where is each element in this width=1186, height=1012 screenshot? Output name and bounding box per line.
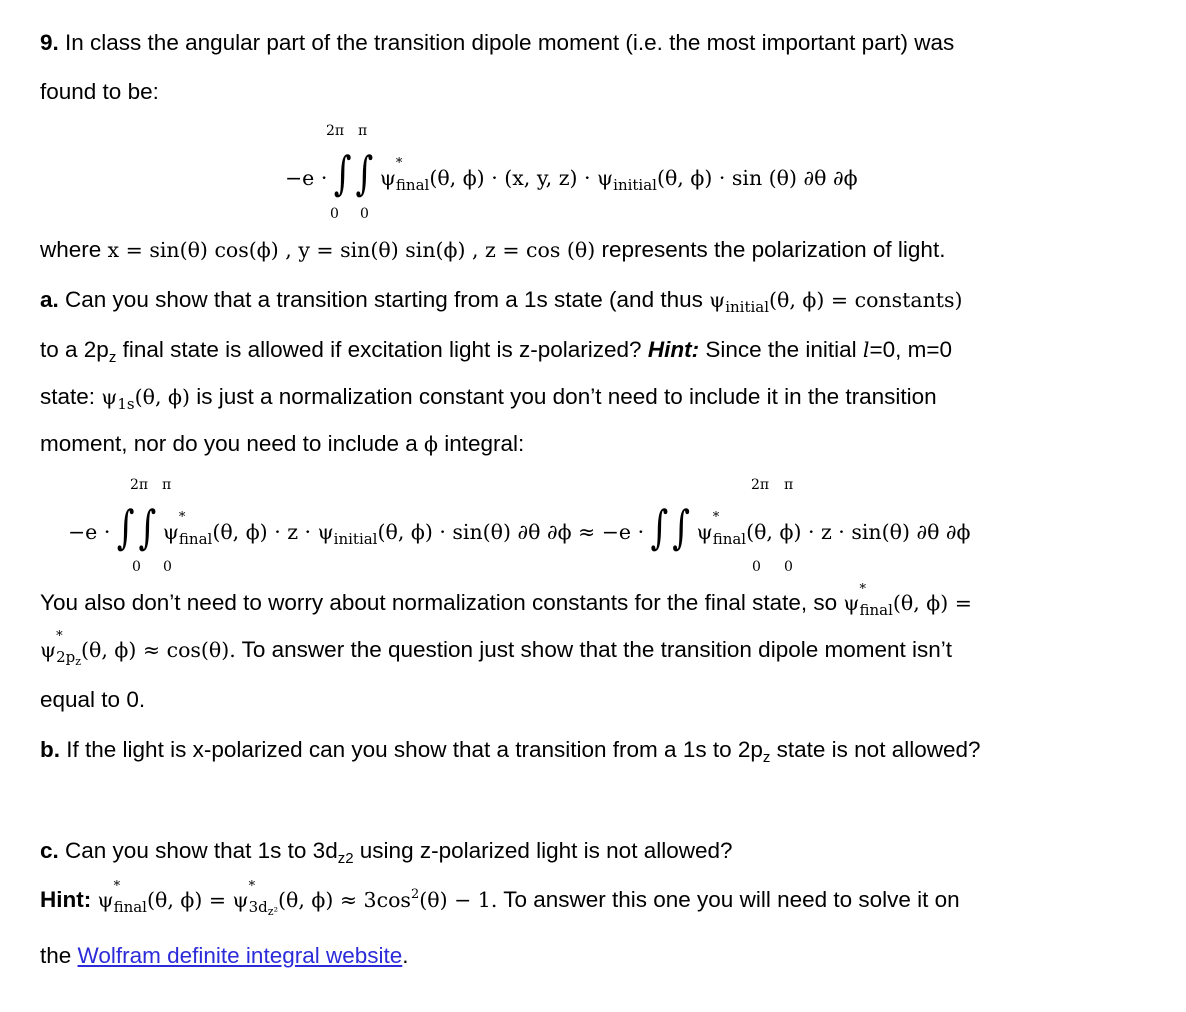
- part-c-psi: ψ: [97, 888, 114, 912]
- eq1-psi: ψ: [379, 166, 396, 190]
- eq2-star-2: *: [712, 510, 720, 525]
- part-b-label: b.: [40, 737, 60, 762]
- norm-psi: ψ: [843, 591, 860, 615]
- norm-line1: [40, 582, 972, 619]
- equation-2: [68, 472, 1168, 582]
- part-a-line3: [40, 384, 937, 413]
- norm-line2: [40, 629, 953, 668]
- part-c-line3: [40, 945, 409, 968]
- part-a-hint: Hint:: [647, 337, 700, 362]
- where-lead: where: [40, 237, 108, 262]
- part-a-1s-sub: 1s: [117, 395, 135, 413]
- norm-math2: (θ, ϕ) ≈ cos(θ).: [81, 638, 236, 662]
- part-c-sub: z2: [337, 850, 354, 867]
- integral-sign: ∫: [672, 501, 691, 555]
- problem-intro-line1: [40, 32, 954, 55]
- wolfram-link[interactable]: Wolfram definite integral website: [77, 943, 403, 968]
- part-a-end: =0, m=0: [869, 337, 953, 362]
- norm-line3: [40, 689, 145, 712]
- part-a-line1: [40, 287, 963, 316]
- norm-math1: (θ, ϕ) =: [892, 591, 972, 615]
- eq2-lower-limit-1: 0: [132, 559, 141, 575]
- norm-final-sub: final: [859, 601, 893, 619]
- integral-sign: ∫: [116, 501, 135, 555]
- where-trail: represents the polarization of light.: [595, 237, 946, 262]
- where-line: [40, 239, 945, 262]
- intro-text-2: found to be:: [40, 79, 159, 104]
- part-a-post3: is just a normalization constant you don’t need to include it in the transition: [189, 384, 937, 409]
- norm-text1: You also don’t need to worry about normalization constants for the final state, so: [40, 590, 844, 615]
- eq1-initial-sub: initial: [613, 176, 657, 194]
- norm-star: *: [859, 582, 866, 597]
- integral-sign: ∫: [355, 147, 374, 201]
- eq1-lower-limit-1: 0: [330, 206, 339, 222]
- part-a-state: state:: [40, 384, 102, 409]
- part-a-label: a.: [40, 287, 59, 312]
- eq2-upper-limit-3: 2π: [751, 477, 770, 493]
- problem-intro-line2: [40, 81, 159, 104]
- part-c-star: *: [113, 879, 121, 894]
- part-a-mid: final state is allowed if excitation light is z-polarized?: [116, 337, 648, 362]
- norm-z-subsub: z: [75, 655, 82, 668]
- eq1-lower-limit-2: 0: [360, 206, 369, 222]
- eq2-star: *: [178, 510, 186, 525]
- eq1-final-sub: final: [395, 176, 430, 194]
- norm-text2: To answer the question just show that the transition dipole moment isn’t: [235, 637, 953, 662]
- part-a-line4-post: integral:: [437, 431, 525, 456]
- eq2-prefix: −e ·: [68, 520, 111, 544]
- part-c-line1: [40, 838, 733, 867]
- part-a-text1: Can you show that a transition starting from a 1s state (and thus: [65, 287, 710, 312]
- eq2-upper-limit-4: π: [784, 477, 794, 493]
- part-c-star-2: *: [248, 879, 256, 894]
- eq1-prefix: −e ·: [285, 166, 328, 190]
- eq2-right-sub: final: [712, 530, 747, 548]
- eq1-star: *: [395, 156, 403, 171]
- part-c-3d-sub: 3d: [248, 898, 268, 916]
- integral-sign: ∫: [650, 501, 669, 555]
- eq2-upper-limit-2: π: [162, 477, 172, 493]
- norm-2p-sub: 2p: [56, 648, 76, 666]
- part-b: [40, 737, 981, 766]
- norm-psi-2pz: ψ: [40, 638, 57, 662]
- part-c-hint-text: To answer this one you will need to solve it on: [497, 887, 960, 912]
- part-a-psi: ψ: [709, 288, 726, 312]
- part-a-2p: to a 2p: [40, 337, 109, 362]
- integral-sign: ∫: [138, 501, 157, 555]
- part-c-square: 2: [410, 887, 420, 902]
- eq1-upper-limit-2: π: [358, 123, 368, 139]
- eq2-left-args: (θ, ϕ) · z · ψ: [212, 520, 334, 544]
- part-b-z-sub: z: [762, 749, 771, 766]
- eq2-upper-limit-1: 2π: [130, 477, 149, 493]
- eq2-right-psi: ψ: [696, 520, 713, 544]
- eq1-tail: (θ, ϕ) · sin (θ) ∂θ ∂ϕ: [656, 166, 858, 190]
- part-a-line4-pre: moment, nor do you need to include a: [40, 431, 424, 456]
- eq2-left-psi: ψ: [162, 520, 179, 544]
- part-c-line2: [40, 879, 960, 918]
- eq2-left-tail: (θ, ϕ) · sin(θ) ∂θ ∂ϕ ≈ −e ·: [377, 520, 645, 544]
- part-a-psi-1s: ψ: [101, 385, 118, 409]
- part-c-hint: Hint:: [40, 887, 92, 912]
- part-b-text-pre: If the light is x-polarized can you show that a transition from a 1s to 2p: [66, 737, 763, 762]
- part-c-math1: (θ, ϕ) = ψ: [146, 888, 249, 912]
- problem-number: 9.: [40, 30, 59, 55]
- eq1-upper-limit-1: 2π: [326, 123, 345, 139]
- part-a-phi: ϕ: [424, 432, 438, 456]
- part-c-math3: (θ) − 1.: [419, 888, 498, 912]
- part-a-l: l: [862, 338, 870, 362]
- part-c-text-pre: Can you show that 1s to 3d: [65, 838, 338, 863]
- part-c-last-pre: the: [40, 943, 78, 968]
- eq2-right-tail: (θ, ϕ) · z · sin(θ) ∂θ ∂ϕ: [746, 520, 971, 544]
- part-a-args: (θ, ϕ): [134, 385, 190, 409]
- part-c-math2: (θ, ϕ) ≈ 3cos: [278, 888, 411, 912]
- eq2-left-initial: initial: [333, 530, 378, 548]
- part-b-text-post: state is not allowed?: [770, 737, 981, 762]
- eq2-lower-limit-3: 0: [752, 559, 761, 575]
- part-a-post: Since the initial: [699, 337, 863, 362]
- intro-text: In class the angular part of the transition dipole moment (i.e. the most important part) was: [65, 30, 955, 55]
- eq2-lower-limit-4: 0: [784, 559, 793, 575]
- where-math: x = sin(θ) cos(ϕ) , y = sin(θ) sin(ϕ) , z = cos (θ): [107, 238, 596, 262]
- eq2-left-sub: final: [178, 530, 213, 548]
- part-a-math1: (θ, ϕ) = constants): [769, 288, 963, 312]
- part-c-text-post: using z-polarized light is not allowed?: [353, 838, 733, 863]
- part-a-line4: [40, 433, 524, 456]
- part-c-label: c.: [40, 838, 59, 863]
- part-c-z2-subsub: z²: [267, 905, 278, 918]
- eq2-lower-limit-2: 0: [163, 559, 172, 575]
- part-c-last-post: .: [402, 943, 409, 968]
- part-a-z-sub: z: [108, 349, 117, 366]
- part-a-line2: [40, 337, 953, 366]
- eq1-args: (θ, ϕ) · (x, y, z) · ψ: [429, 166, 614, 190]
- part-c-final-sub: final: [113, 898, 147, 916]
- integral-sign: ∫: [333, 147, 352, 201]
- equation-1: [285, 118, 985, 228]
- norm-star-2: *: [56, 629, 63, 644]
- part-a-initial-sub: initial: [725, 298, 770, 316]
- norm-text3: equal to 0.: [40, 687, 146, 712]
